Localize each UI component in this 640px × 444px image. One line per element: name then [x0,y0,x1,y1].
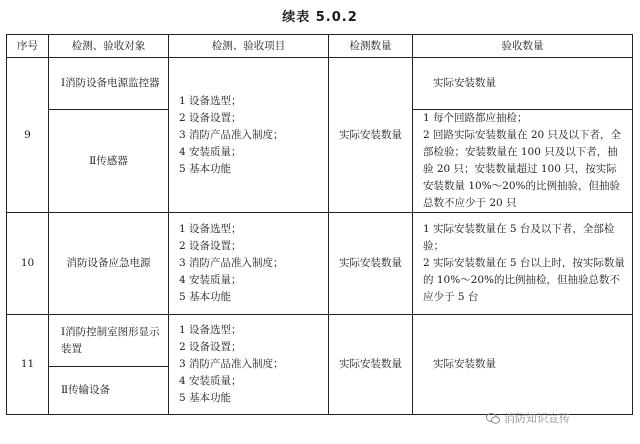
item-line: 5 基本功能 [179,162,232,175]
table-title: 续表 5.0.2 [282,10,358,25]
header-items: 检测、验收项目 [169,35,329,58]
item-line: 2 设备设置； [179,111,242,124]
header-seq: 序号 [7,35,49,58]
acceptance-table [6,34,633,415]
row-acceptance [413,213,633,315]
item-line: 4 安装质量； [179,375,242,387]
table-row [7,213,633,315]
header-object: 检测、验收对象 [49,35,169,58]
acceptance-line: 实际安装数量 [433,77,496,89]
item-line: 1 设备选型； [179,94,242,107]
table-header-row [7,35,633,58]
acceptance-line: 实际安装数量 [433,358,496,370]
wechat-icon [486,413,500,424]
row-seq: 9 [7,58,49,213]
acceptance-line: 1 每个回路都应抽检； [423,112,528,124]
header-acceptance: 验收数量 [413,35,633,58]
item-line: 5 基本功能 [179,392,232,404]
row-quantity: 实际安装数量 [329,58,413,213]
watermark [486,410,570,426]
row-seq: 10 [7,213,49,315]
row-quantity: 实际安装数量 [329,315,413,415]
acceptance-line: 2 回路实际安装数量在 20 只及以下者，全部检验；安装数量在 100 只及以下者，抽验 20 只；安装数量超过 100 只，按实际安装数量 10%～20%的比例抽验，但抽验总数不应少于 20 只 [423,129,622,209]
table-row [7,315,633,367]
item-line: 1 设备选型； [179,324,242,336]
item-line: 3 消防产品准入制度； [179,257,284,269]
row-object: Ⅰ消防控制室图形显示装置 [49,315,169,367]
acceptance-line: 2 实际安装数量在 5 台以上时，按实际数量的 10%～20%的比例抽检，但抽验总数不应少于 5 台 [423,257,625,303]
acceptance-line: 1 实际安装数量在 5 台及以下者，全部检验； [423,223,615,252]
row-acceptance [413,110,633,213]
item-line: 1 设备选型； [179,223,242,235]
header-quantity: 检测数量 [329,35,413,58]
item-line: 4 安装质量； [179,145,242,158]
row-items [169,58,329,213]
item-line: 3 消防产品准入制度； [179,128,284,141]
row-object: Ⅰ消防设备电源监控器 [49,58,169,110]
row-object: Ⅱ传感器 [49,110,169,213]
item-line: 2 设备设置； [179,341,242,353]
item-line: 2 设备设置； [179,240,242,252]
row-acceptance [413,315,633,415]
row-quantity: 实际安装数量 [329,213,413,315]
row-acceptance [413,58,633,110]
table-row [7,58,633,110]
row-items [169,315,329,415]
watermark-text: 消防知识宣传 [504,412,570,425]
row-seq: 11 [7,315,49,415]
row-object: Ⅱ传输设备 [49,367,169,415]
row-items [169,213,329,315]
item-line: 3 消防产品准入制度； [179,358,284,370]
item-line: 4 安装质量； [179,274,242,286]
row-object: 消防设备应急电源 [49,213,169,315]
item-line: 5 基本功能 [179,291,232,303]
